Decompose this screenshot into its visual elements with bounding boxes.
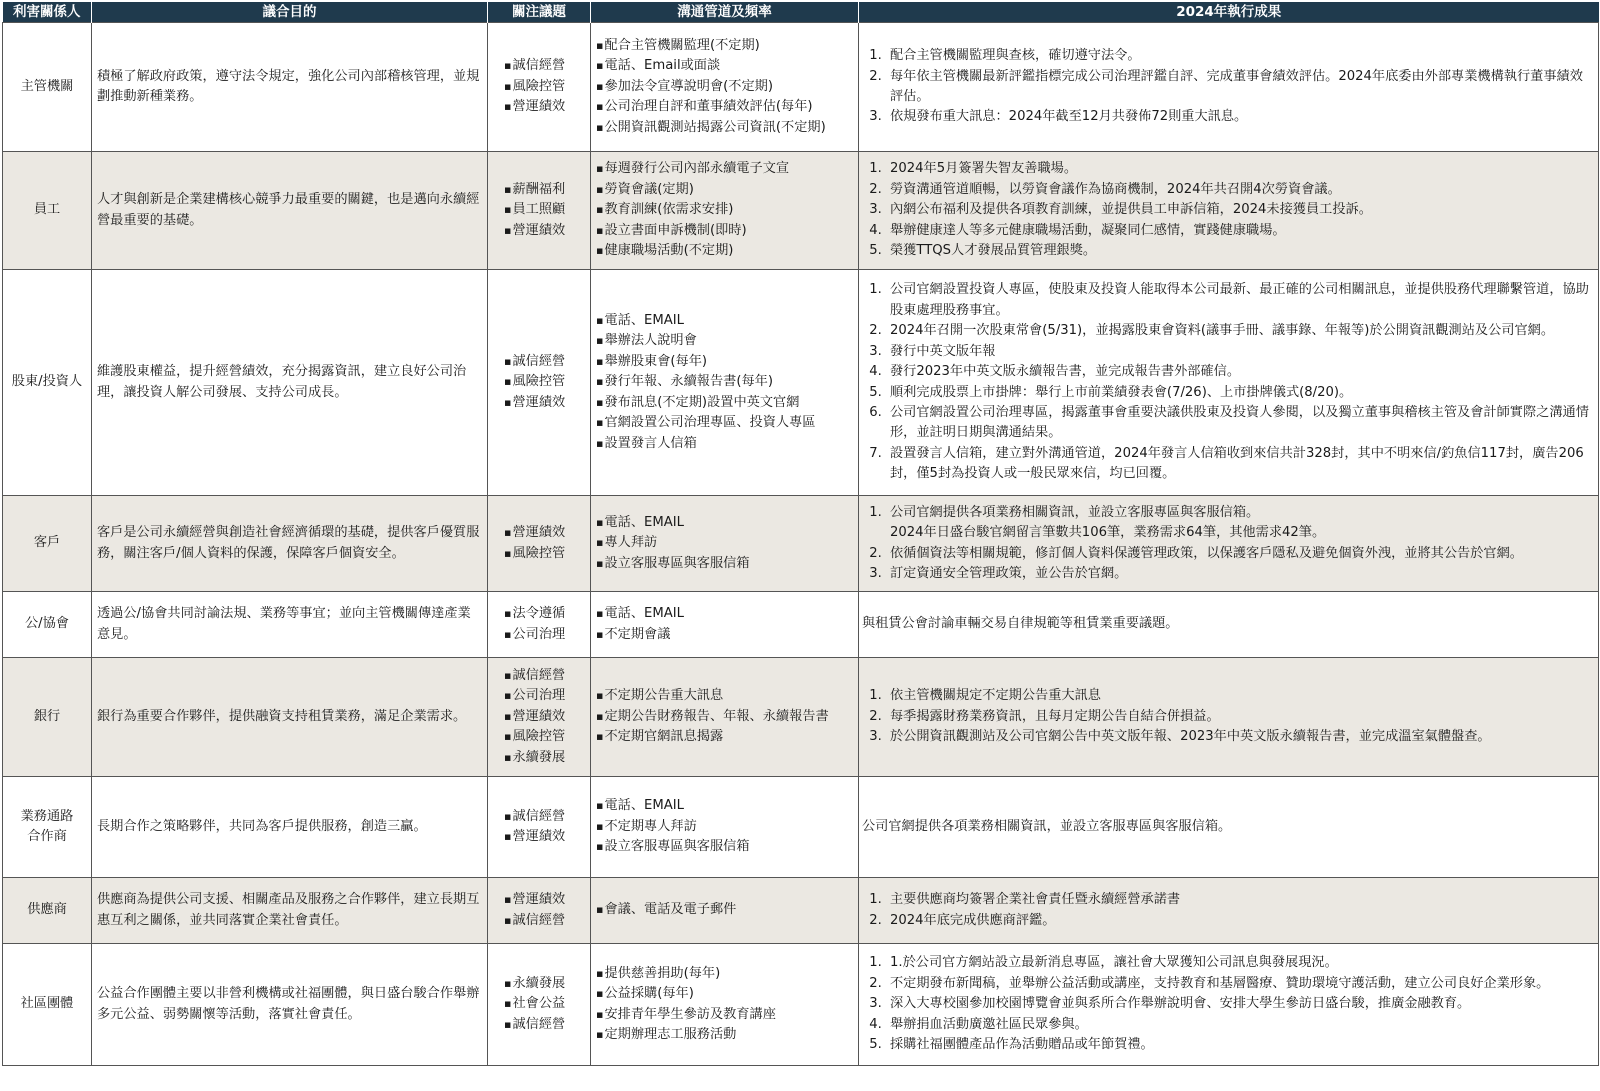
channel-item: ▪ 健康職場活動(不定期) [596, 241, 854, 261]
result-item: 6. 公司官網設置公司治理專區，揭露董事會重要決議供股東及投資人參閱，以及獨立董事與稽核主管及會計師實際之溝通情形，並註明日期與溝通結果。 [886, 403, 1594, 444]
issue-item: ▪ 營運績效 [504, 890, 586, 910]
result-item: 4. 發行2023年中英文版永續報告書，並完成報告書外部確信。 [886, 362, 1594, 382]
issue-item: ▪ 營運績效 [504, 707, 586, 727]
channel-item: ▪ 電話、EMAIL [596, 513, 854, 533]
result-item: 3. 於公開資訊觀測站及公司官網公告中英文版年報、2023年中英文版永續報告書，並完成溫室氣體盤查。 [886, 727, 1594, 747]
results-list [862, 46, 1594, 128]
issues-cell [488, 496, 591, 592]
results-list [862, 953, 1594, 1055]
channels-cell [591, 496, 859, 592]
result-item: 2. 依循個資法等相關規範，修訂個人資料保護管理政策，以保護客戶隱私及避免個資外洩，並將其公告於官網。 [886, 544, 1594, 564]
stakeholder-cell: 業務通路 合作商 [3, 777, 92, 878]
issues-cell [488, 152, 591, 270]
results-cell [859, 878, 1599, 944]
results-list [862, 890, 1594, 931]
issue-item: ▪ 永續發展 [504, 974, 586, 994]
channel-item: ▪ 提供慈善捐助(每年) [596, 964, 854, 984]
channels-cell [591, 777, 859, 878]
channels-cell [591, 878, 859, 944]
channel-item: ▪ 參加法令宣導說明會(不定期) [596, 77, 854, 97]
result-item: 1. 公司官網提供各項業務相關資訊，並設立客服專區與客服信箱。 2024年日盛台駿官網留言筆數共106筆，業務需求64筆，其他需求42筆。 [886, 503, 1594, 544]
purpose-cell: 公益合作團體主要以非營利機構或社福團體，與日盛台駿合作舉辦多元公益、弱勢關懷等活動，落實社會責任。 [92, 944, 488, 1066]
issues-cell [488, 270, 591, 496]
channel-item: ▪ 不定期官網訊息揭露 [596, 727, 854, 747]
result-item: 4. 舉辦捐血活動廣邀社區民眾參與。 [886, 1015, 1594, 1035]
channels-cell [591, 23, 859, 152]
stakeholder-cell: 社區團體 [3, 944, 92, 1066]
issues-cell [488, 878, 591, 944]
issues-cell [488, 777, 591, 878]
table-row [3, 944, 1599, 1066]
issues-cell [488, 658, 591, 777]
channel-item: ▪ 不定期專人拜訪 [596, 817, 854, 837]
channel-item: ▪ 發布訊息(不定期)設置中英文官網 [596, 393, 854, 413]
results-cell [859, 152, 1599, 270]
result-item: 3. 發行中英文版年報 [886, 342, 1594, 362]
purpose-cell: 供應商為提供公司支援、相關產品及服務之合作夥伴，建立長期互惠互利之關係，並共同落實企業社會責任。 [92, 878, 488, 944]
purpose-cell: 積極了解政府政策，遵守法令規定，強化公司內部稽核管理，並規劃推動新種業務。 [92, 23, 488, 152]
result-item: 1. 配合主管機關監理與查核，確切遵守法令。 [886, 46, 1594, 66]
channel-item: ▪ 設立客服專區與客服信箱 [596, 837, 854, 857]
purpose-cell: 客戶是公司永續經營與創造社會經濟循環的基礎，提供客戶優質服務，關注客戶/個人資料的保護，保障客戶個資安全。 [92, 496, 488, 592]
channel-item: ▪ 公開資訊觀測站揭露公司資訊(不定期) [596, 118, 854, 138]
channel-item: ▪ 舉辦股東會(每年) [596, 352, 854, 372]
result-item: 5. 榮獲TTQS人才發展品質管理銀獎。 [886, 241, 1594, 261]
table-row [3, 658, 1599, 777]
result-item: 1. 主要供應商均簽署企業社會責任暨永續經營承諾書 [886, 890, 1594, 910]
purpose-cell: 透過公/協會共同討論法規、業務等事宜；並向主管機關傳達產業意見。 [92, 592, 488, 658]
results-cell [859, 658, 1599, 777]
purpose-cell: 銀行為重要合作夥伴，提供融資支持租賃業務，滿足企業需求。 [92, 658, 488, 777]
issue-item: ▪ 公司治理 [504, 625, 586, 645]
channel-item: ▪ 舉辦法人說明會 [596, 331, 854, 351]
channel-item: ▪ 不定期會議 [596, 625, 854, 645]
channel-item: ▪ 不定期公告重大訊息 [596, 686, 854, 706]
results-list [862, 159, 1594, 261]
result-item: 2. 不定期發布新聞稿，並舉辦公益活動或講座，支持教育和基層醫療、贊助環境守護活動，建立公司良好企業形象。 [886, 974, 1594, 994]
result-item: 3. 訂定資通安全管理政策，並公告於官網。 [886, 564, 1594, 584]
result-item: 7. 設置發言人信箱，建立對外溝通管道，2024年發言人信箱收到來信共計328封，其中不明來信/釣魚信117封，廣告206封，僅5封為投資人或一般民眾來信，均已回覆。 [886, 444, 1594, 485]
channels-cell [591, 270, 859, 496]
issue-item: ▪ 誠信經營 [504, 911, 586, 931]
stakeholder-table [2, 2, 1599, 1066]
channel-item: ▪ 每週發行公司內部永續電子文宣 [596, 159, 854, 179]
result-item: 5. 順利完成股票上市掛牌：舉行上市前業績發表會(7/26)、上市掛牌儀式(8/20)。 [886, 383, 1594, 403]
issue-item: ▪ 薪酬福利 [504, 180, 586, 200]
stakeholder-cell: 銀行 [3, 658, 92, 777]
header-stakeholder: 利害關係人 [3, 2, 92, 23]
channels-cell [591, 658, 859, 777]
issue-item: ▪ 誠信經營 [504, 1015, 586, 1035]
result-item: 4. 舉辦健康達人等多元健康職場活動，凝聚同仁感情，實踐健康職場。 [886, 221, 1594, 241]
issue-item: ▪ 風險控管 [504, 77, 586, 97]
channel-item: ▪ 設置發言人信箱 [596, 434, 854, 454]
results-cell [859, 23, 1599, 152]
issue-item: ▪ 社會公益 [504, 994, 586, 1014]
issue-item: ▪ 風險控管 [504, 544, 586, 564]
channel-item: ▪ 官網設置公司治理專區、投資人專區 [596, 413, 854, 433]
result-item: 2. 每季揭露財務業務資訊，且每月定期公告自結合併損益。 [886, 707, 1594, 727]
channel-item: ▪ 電話、Email或面談 [596, 56, 854, 76]
channel-item: ▪ 發行年報、永續報告書(每年) [596, 372, 854, 392]
result-item: 1. 公司官網設置投資人專區，使股東及投資人能取得本公司最新、最正確的公司相關訊息，並提供股務代理聯繫管道，協助股東處理股務事宜。 [886, 280, 1594, 321]
result-item: 2. 2024年召開一次股東常會(5/31)，並揭露股東會資料(議事手冊、議事錄、年報等)於公開資訊觀測站及公司官網。 [886, 321, 1594, 341]
channels-cell [591, 592, 859, 658]
result-item: 5. 採購社福團體產品作為活動贈品或年節賀禮。 [886, 1035, 1594, 1055]
stakeholder-cell: 客戶 [3, 496, 92, 592]
table-row [3, 23, 1599, 152]
results-cell [859, 270, 1599, 496]
stakeholder-cell: 供應商 [3, 878, 92, 944]
purpose-cell: 人才與創新是企業建構核心競爭力最重要的關鍵，也是邁向永續經營最重要的基礎。 [92, 152, 488, 270]
issue-item: ▪ 誠信經營 [504, 807, 586, 827]
issue-item: ▪ 誠信經營 [504, 352, 586, 372]
result-item: 2. 每年依主管機關最新評鑑指標完成公司治理評鑑自評、完成董事會績效評估。2024年底委由外部專業機構執行董事績效評估。 [886, 67, 1594, 108]
result-item: 1. 依主管機關規定不定期公告重大訊息 [886, 686, 1594, 706]
channel-item: ▪ 專人拜訪 [596, 533, 854, 553]
table-row [3, 878, 1599, 944]
table-row [3, 496, 1599, 592]
channel-item: ▪ 配合主管機關監理(不定期) [596, 36, 854, 56]
table-row [3, 777, 1599, 878]
table-row [3, 152, 1599, 270]
stakeholder-cell: 股東/投資人 [3, 270, 92, 496]
header-channels: 溝通管道及頻率 [591, 2, 859, 23]
table-row [3, 592, 1599, 658]
channel-item: ▪ 公司治理自評和董事績效評估(每年) [596, 97, 854, 117]
result-item: 3. 依規發布重大訊息：2024年截至12月共發佈72則重大訊息。 [886, 107, 1594, 127]
stakeholder-cell: 公/協會 [3, 592, 92, 658]
issue-item: ▪ 員工照顧 [504, 200, 586, 220]
channel-item: ▪ 電話、EMAIL [596, 796, 854, 816]
results-list [862, 503, 1594, 585]
issue-item: ▪ 誠信經營 [504, 666, 586, 686]
channels-cell [591, 944, 859, 1066]
channel-item: ▪ 設立客服專區與客服信箱 [596, 554, 854, 574]
issue-item: ▪ 風險控管 [504, 372, 586, 392]
header-results: 2024年執行成果 [859, 2, 1599, 23]
channel-item: ▪ 定期公告財務報告、年報、永續報告書 [596, 707, 854, 727]
channel-item: ▪ 電話、EMAIL [596, 604, 854, 624]
issue-item: ▪ 營運績效 [504, 827, 586, 847]
header-row [3, 2, 1599, 23]
results-cell: 公司官網提供各項業務相關資訊，並設立客服專區與客服信箱。 [859, 777, 1599, 878]
issue-item: ▪ 營運績效 [504, 97, 586, 117]
table-row [3, 270, 1599, 496]
issue-item: ▪ 營運績效 [504, 523, 586, 543]
results-list [862, 280, 1594, 485]
result-item: 2. 勞資溝通管道順暢，以勞資會議作為協商機制，2024年共召開4次勞資會議。 [886, 180, 1594, 200]
results-list [862, 686, 1594, 747]
issue-item: ▪ 永續發展 [504, 748, 586, 768]
issue-item: ▪ 風險控管 [504, 727, 586, 747]
result-item: 3. 深入大專校園參加校園博覽會並與系所合作舉辦說明會、安排大學生參訪日盛台駿，推廣金融教育。 [886, 994, 1594, 1014]
stakeholder-cell: 主管機關 [3, 23, 92, 152]
issues-cell [488, 23, 591, 152]
stakeholder-cell: 員工 [3, 152, 92, 270]
issue-item: ▪ 公司治理 [504, 686, 586, 706]
channel-item: ▪ 會議、電話及電子郵件 [596, 900, 854, 920]
channel-item: ▪ 公益採購(每年) [596, 984, 854, 1004]
issues-cell [488, 592, 591, 658]
result-item: 1. 2024年5月簽署失智友善職場。 [886, 159, 1594, 179]
purpose-cell: 長期合作之策略夥伴，共同為客戶提供服務，創造三贏。 [92, 777, 488, 878]
issue-item: ▪ 營運績效 [504, 221, 586, 241]
issue-item: ▪ 法令遵循 [504, 604, 586, 624]
purpose-cell: 維護股東權益，提升經營績效，充分揭露資訊，建立良好公司治理，讓投資人解公司發展、支持公司成長。 [92, 270, 488, 496]
issue-item: ▪ 誠信經營 [504, 56, 586, 76]
header-issues: 關注議題 [488, 2, 591, 23]
results-cell: 與租賃公會討論車輛交易自律規範等租賃業重要議題。 [859, 592, 1599, 658]
channel-item: ▪ 安排青年學生參訪及教育講座 [596, 1005, 854, 1025]
channel-item: ▪ 勞資會議(定期) [596, 180, 854, 200]
result-item: 1. 1.於公司官方網站設立最新消息專區，讓社會大眾獲知公司訊息與發展現況。 [886, 953, 1594, 973]
result-item: 3. 內網公布福利及提供各項教育訓練，並提供員工申訴信箱，2024未接獲員工投訴。 [886, 200, 1594, 220]
channel-item: ▪ 電話、EMAIL [596, 311, 854, 331]
result-item: 2. 2024年底完成供應商評鑑。 [886, 911, 1594, 931]
issues-cell [488, 944, 591, 1066]
issue-item: ▪ 營運績效 [504, 393, 586, 413]
channels-cell [591, 152, 859, 270]
results-cell [859, 496, 1599, 592]
channel-item: ▪ 定期辦理志工服務活動 [596, 1025, 854, 1045]
results-cell [859, 944, 1599, 1066]
channel-item: ▪ 設立書面申訴機制(即時) [596, 221, 854, 241]
channel-item: ▪ 教育訓練(依需求安排) [596, 200, 854, 220]
header-purpose: 議合目的 [92, 2, 488, 23]
